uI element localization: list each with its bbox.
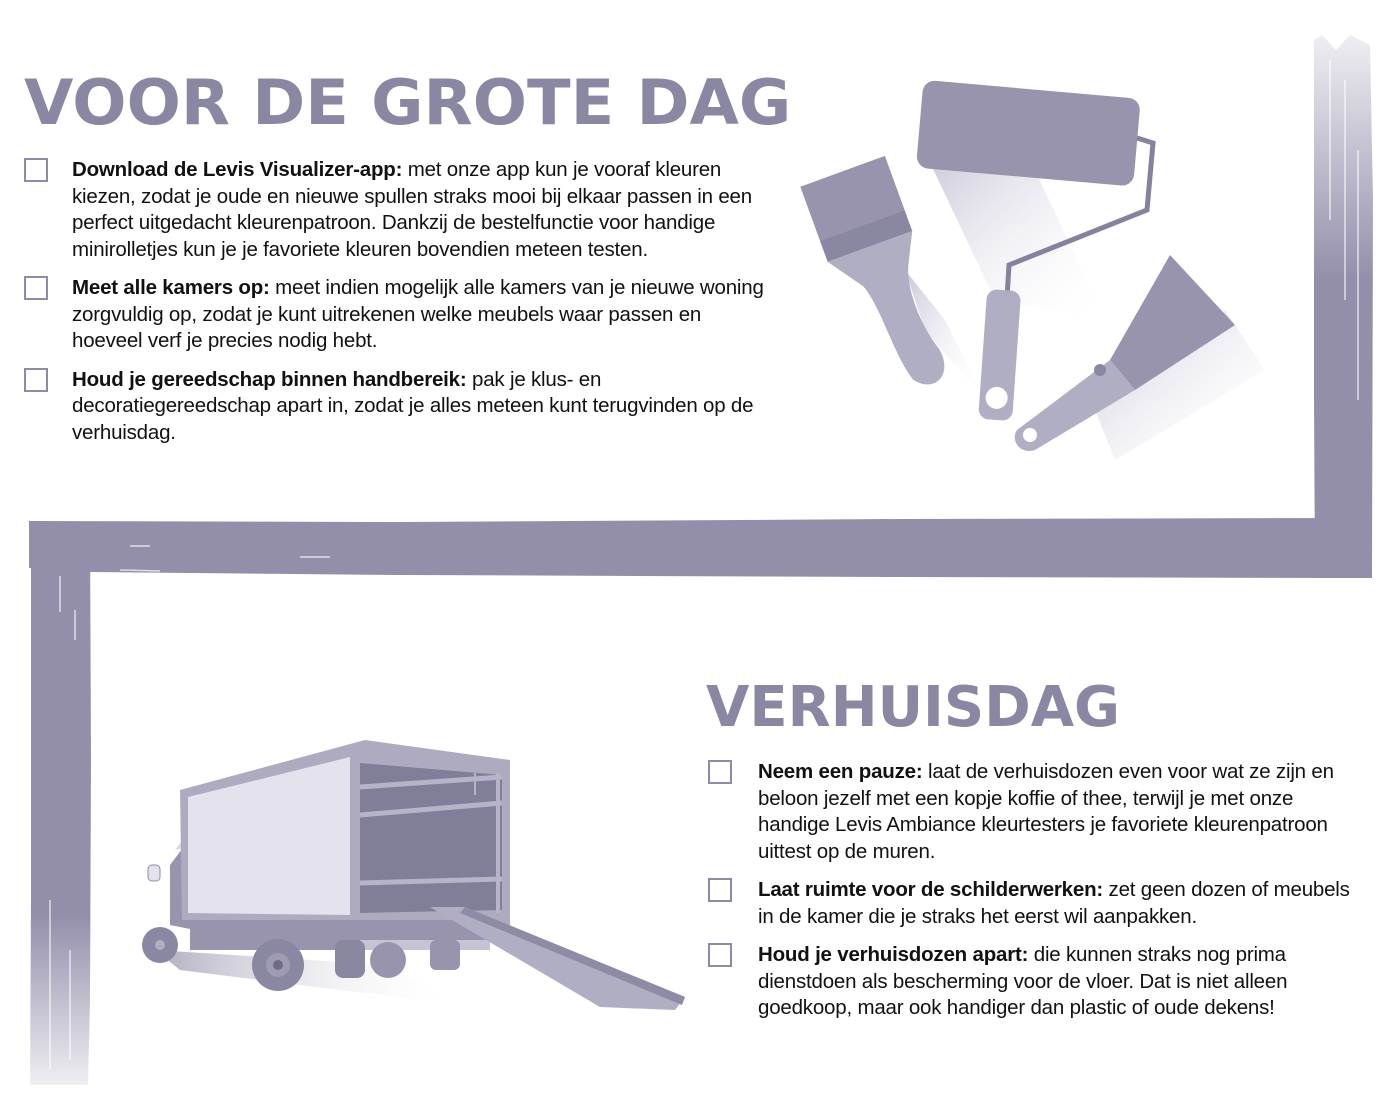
checkbox[interactable]: [24, 368, 48, 392]
checklist-item: [708, 877, 1358, 930]
item-description: met onze app kun je vooraf kleuren kiezen, zodat je oude en nieuwe spullen straks mooi bij elkaar passen in een perfect uitgedacht kleurenpatroon. Dankzij de bestelfunctie voor handige minirolletjes kun je je favoriete kleuren bovendien meteen testen.: [72, 158, 752, 261]
checkbox[interactable]: [24, 276, 48, 300]
checkbox[interactable]: [708, 878, 732, 902]
section-title-verhuisdag: VERHUISDAG: [706, 675, 1121, 740]
checklist-moving-day: [708, 759, 1358, 1034]
checkbox[interactable]: [708, 943, 732, 967]
item-label: Houd je gereedschap binnen handbereik:: [72, 367, 467, 391]
item-text: [72, 157, 774, 263]
item-text: [72, 367, 774, 447]
item-text: [72, 275, 774, 355]
item-label: Houd je verhuisdozen apart:: [758, 943, 1029, 966]
checklist-item: [24, 275, 774, 355]
moving-truck-icon: [130, 735, 700, 1015]
checklist-before: [24, 157, 774, 458]
item-label: Download de Levis Visualizer-app:: [72, 158, 403, 181]
item-text: [758, 759, 1358, 865]
item-label: Neem een pauze:: [758, 760, 923, 783]
item-text: [758, 877, 1358, 930]
paint-tools-icon: [795, 70, 1275, 470]
checklist-item: [708, 759, 1358, 865]
item-description: laat de verhuisdozen even voor wat ze zijn en beloon jezelf met een kopje koffie of thee, terwijl je met onze handige Levis Ambiance kleurtesters je favoriete kleurenpatroon uittest op de muren.: [758, 760, 1334, 863]
item-description: pak je klus- en decoratiegereedschap apart in, zodat je alles meteen kunt terugvinden op de verhuisdag.: [72, 367, 754, 444]
item-label: Meet alle kamers op:: [72, 276, 270, 299]
item-text: [758, 942, 1358, 1022]
section-title-voor-de-grote-dag: VOOR DE GROTE DAG: [24, 66, 792, 139]
item-description: meet indien mogelijk alle kamers van je nieuwe woning zorgvuldig op, zodat je kunt uitrekenen welke meubels waar passen en hoeveel verf je precies nodig hebt.: [72, 276, 764, 352]
checklist-item: [24, 367, 774, 447]
checklist-item: [708, 942, 1358, 1022]
checkbox[interactable]: [708, 760, 732, 784]
item-description: zet geen dozen of meubels in de kamer die je straks het eerst wil aanpakken.: [758, 878, 1350, 928]
item-label: Laat ruimte voor de schilderwerken:: [758, 878, 1104, 901]
checkbox[interactable]: [24, 158, 48, 182]
checklist-item: [24, 157, 774, 263]
item-description: die kunnen straks nog prima dienstdoen als bescherming voor de vloer. Dat is niet alleen goedkoop, maar ook handiger dan plastic of oude dekens!: [758, 943, 1288, 1019]
